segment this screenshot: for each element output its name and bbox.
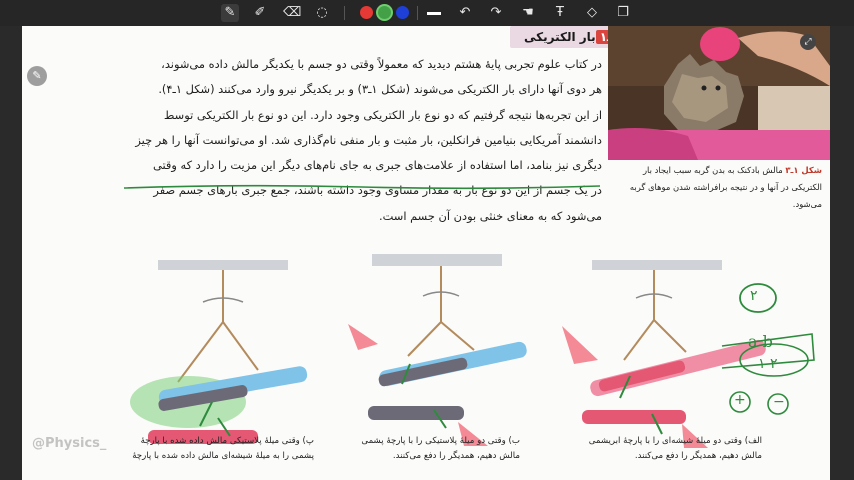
figure-c-caption: پ) وقتی میلهٔ پلاستیکی مالش داده شده با پارچهٔ پشمی را به میلهٔ شیشه‌ای مالش داده شده با پارچهٔ (132, 436, 314, 461)
body-line: دانشمند آمریکایی بنیامین فرانکلین، بار مثبت و بار منفی نام‌گذاری شد. او می‌توانست آنها را هر چیز (135, 132, 602, 147)
shapes-icon[interactable]: ◇ (587, 5, 597, 20)
right-margin (830, 26, 854, 480)
section-number: ۱ (596, 30, 623, 44)
undo-icon[interactable]: ↶ (459, 5, 471, 20)
body-line: در یک جسم از این دو نوع بار به مقدار مساوی وجود داشته باشند، جمع جبری بارهای جسم صفر (153, 183, 602, 198)
handwritten-plus-sign: + (734, 392, 746, 408)
color-red-swatch[interactable] (360, 6, 373, 19)
figure-b-diagram (338, 252, 556, 448)
section-title-text: بار الکتریکی (524, 30, 596, 44)
lasso-icon[interactable]: ◌ (316, 5, 328, 20)
color-green-swatch[interactable] (378, 6, 391, 19)
body-line: هر دوی آنها دارای بار الکتریکی می‌شوند (شکل ۱ـ۳) و بر یکدیگر نیرو وارد می‌کنند (شکل ۱ـ۴). (158, 82, 602, 97)
body-line: می‌شود که به معنای خنثی بودن آن جسم است. (378, 208, 602, 223)
body-line: از این تجربه‌ها نتیجه گرفتیم که دو نوع بار الکتریکی وجود دارد. این دو نوع بار الکتریکی توسط (163, 107, 602, 122)
document-page (22, 26, 830, 480)
photo-caption-label: شکل ۱ـ۳ (785, 165, 822, 175)
green-underline-annotation (122, 182, 602, 192)
pen-icon[interactable]: ✎ (221, 4, 239, 22)
body-paragraph (102, 52, 602, 229)
handwritten-minus-sign: − (773, 394, 785, 410)
line-width-icon[interactable] (427, 12, 441, 15)
figure-c-diagram (118, 252, 336, 448)
toolbar-divider (417, 6, 418, 20)
text-tool-icon[interactable]: Ŧ (556, 5, 564, 20)
body-line: دیگری نیز بنامد، اما استفاده از علامت‌های جبری به جای نام‌های دیگر این مزیت را دارد که وقتی (152, 158, 602, 173)
annotation-toolbar (0, 0, 854, 26)
cat-balloon-photo (608, 26, 830, 160)
handwritten-ab-label: a b (748, 332, 773, 351)
body-line: در کتاب علوم تجربی پایهٔ هشتم دیدید که معمولاً وقتی دو جسم با یکدیگر مالش داده می‌شوند، (161, 57, 602, 71)
fullscreen-toggle-icon[interactable]: ⤢ (800, 34, 816, 50)
figure-a-caption: الف) وقتی دو میلهٔ شیشه‌ای را با پارچهٔ ابریشمی مالش دهیم، همدیگر را دفع می‌کنند. (588, 436, 762, 461)
figure-b-caption: ب) وقتی دو میلهٔ پلاستیکی را با پارچهٔ پشمی مالش دهیم، همدیگر را دفع می‌کنند. (361, 436, 520, 461)
channel-watermark: @Physics_ (32, 436, 107, 451)
toolbar-divider (344, 6, 345, 20)
photo-caption-text: مالش بادکنک به بدن گربه سبب ایجاد بار الکتریکی در آنها و در نتیجه برافراشته شدن موهای گربه می‌شود. (629, 165, 822, 209)
floating-pen-button[interactable]: ✎ (27, 66, 47, 86)
left-margin (0, 26, 22, 480)
color-blue-swatch[interactable] (396, 6, 409, 19)
redo-icon[interactable]: ↷ (490, 5, 502, 20)
photo-caption (618, 162, 822, 213)
handwritten-ratio: ۱ ۲ (758, 356, 778, 372)
hand-icon[interactable]: ☚ (522, 5, 534, 20)
highlighter-icon[interactable]: ✐ (254, 5, 266, 20)
eraser-icon[interactable]: ⌫ (283, 5, 302, 20)
pages-icon[interactable]: ❐ (617, 5, 629, 20)
handwritten-circled-number: ۲ (750, 288, 758, 304)
